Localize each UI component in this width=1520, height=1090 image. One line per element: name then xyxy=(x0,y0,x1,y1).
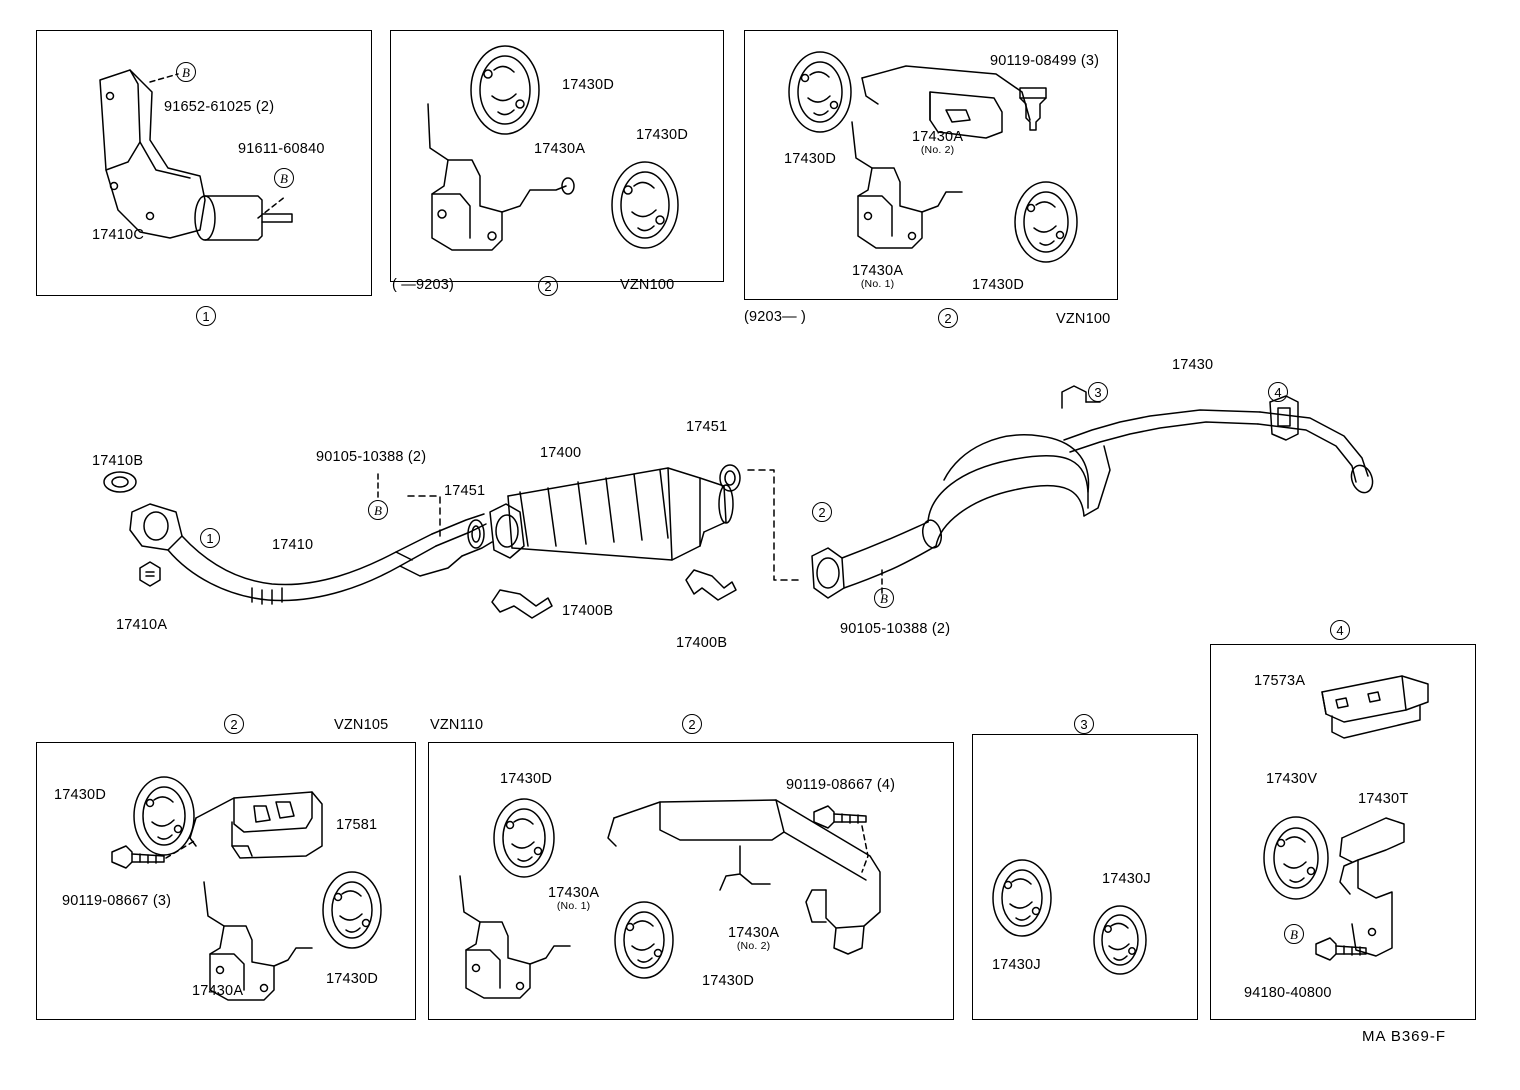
callout-3: 3 xyxy=(1074,714,1094,734)
part-17400B: 17400B xyxy=(562,603,614,619)
part-id: 17430A xyxy=(548,885,600,901)
part-sub: (No. 1) xyxy=(860,278,895,291)
part-17400B: 17400B xyxy=(676,635,728,651)
part-17430D: 17430D xyxy=(636,127,688,143)
part-90119-08667: 90119-08667 (4) xyxy=(786,777,896,793)
part-91611-60840: 91611-60840 xyxy=(238,141,325,157)
callout-2: 2 xyxy=(224,714,244,734)
part-17430A-no2 xyxy=(912,130,963,156)
bolt-marker-b: B xyxy=(1284,924,1304,944)
part-17430D: 17430D xyxy=(784,151,836,167)
panel-1 xyxy=(36,30,372,296)
panel-hanger-3 xyxy=(972,734,1198,1020)
diagram-code: MA B369-F xyxy=(1362,1028,1447,1045)
part-17430: 17430 xyxy=(1172,357,1214,373)
part-94180-40800: 94180-40800 xyxy=(1244,985,1332,1001)
bolt-marker-b: B xyxy=(368,500,388,520)
part-sub: (No. 2) xyxy=(736,940,771,953)
part-17451: 17451 xyxy=(444,483,486,499)
part-17573A: 17573A xyxy=(1254,673,1306,689)
bolt-marker-b: B xyxy=(176,62,196,82)
model-vzn100: VZN100 xyxy=(1056,311,1111,327)
bolt-marker-b: B xyxy=(874,588,894,608)
bolt-marker-b: B xyxy=(274,168,294,188)
part-17430D: 17430D xyxy=(500,771,552,787)
part-17400: 17400 xyxy=(540,445,582,461)
callout-2: 2 xyxy=(538,276,558,296)
callout-4: 4 xyxy=(1268,382,1288,402)
callout-1: 1 xyxy=(200,528,220,548)
part-17430A-no1 xyxy=(852,264,903,290)
part-17581: 17581 xyxy=(336,817,378,833)
part-90105-10388: 90105-10388 (2) xyxy=(316,449,427,465)
part-id: 17430A xyxy=(912,129,964,145)
range-label-late: (9203— ) xyxy=(744,309,807,325)
part-17410A: 17410A xyxy=(116,617,168,633)
part-17430D: 17430D xyxy=(54,787,106,803)
callout-3: 3 xyxy=(1088,382,1108,402)
part-17430D: 17430D xyxy=(702,973,754,989)
model-vzn110: VZN110 xyxy=(430,717,484,733)
part-90119-08499: 90119-08499 (3) xyxy=(990,53,1100,69)
callout-2: 2 xyxy=(682,714,702,734)
part-17430A-no1 xyxy=(548,886,599,912)
part-17430A: 17430A xyxy=(192,983,244,999)
part-17410: 17410 xyxy=(272,537,314,553)
part-91652-61025: 91652-61025 (2) xyxy=(164,99,275,115)
part-90105-10388: 90105-10388 (2) xyxy=(840,621,951,637)
callout-2: 2 xyxy=(938,308,958,328)
callout-1: 1 xyxy=(196,306,216,326)
part-17430D: 17430D xyxy=(972,277,1024,293)
part-id: 17430A xyxy=(728,925,780,941)
part-17451: 17451 xyxy=(686,419,728,435)
callout-4: 4 xyxy=(1330,620,1350,640)
model-vzn100: VZN100 xyxy=(620,277,675,293)
part-sub: (No. 2) xyxy=(920,144,955,157)
part-17410C: 17410C xyxy=(92,227,144,243)
model-vzn105: VZN105 xyxy=(334,717,389,733)
part-id: 17430A xyxy=(852,263,904,279)
part-17430A: 17430A xyxy=(534,141,586,157)
part-17430J: 17430J xyxy=(1102,871,1151,887)
part-17430V: 17430V xyxy=(1266,771,1318,787)
part-17430T: 17430T xyxy=(1358,791,1409,807)
panel-hanger-4 xyxy=(1210,644,1476,1020)
part-17410B: 17410B xyxy=(92,453,144,469)
part-17430D: 17430D xyxy=(562,77,614,93)
callout-2: 2 xyxy=(812,502,832,522)
part-sub: (No. 1) xyxy=(556,900,591,913)
range-label-early: ( —9203) xyxy=(392,277,455,293)
part-17430D: 17430D xyxy=(326,971,378,987)
part-17430J: 17430J xyxy=(992,957,1041,973)
part-17430A-no2 xyxy=(728,926,779,952)
part-90119-08667: 90119-08667 (3) xyxy=(62,893,172,909)
